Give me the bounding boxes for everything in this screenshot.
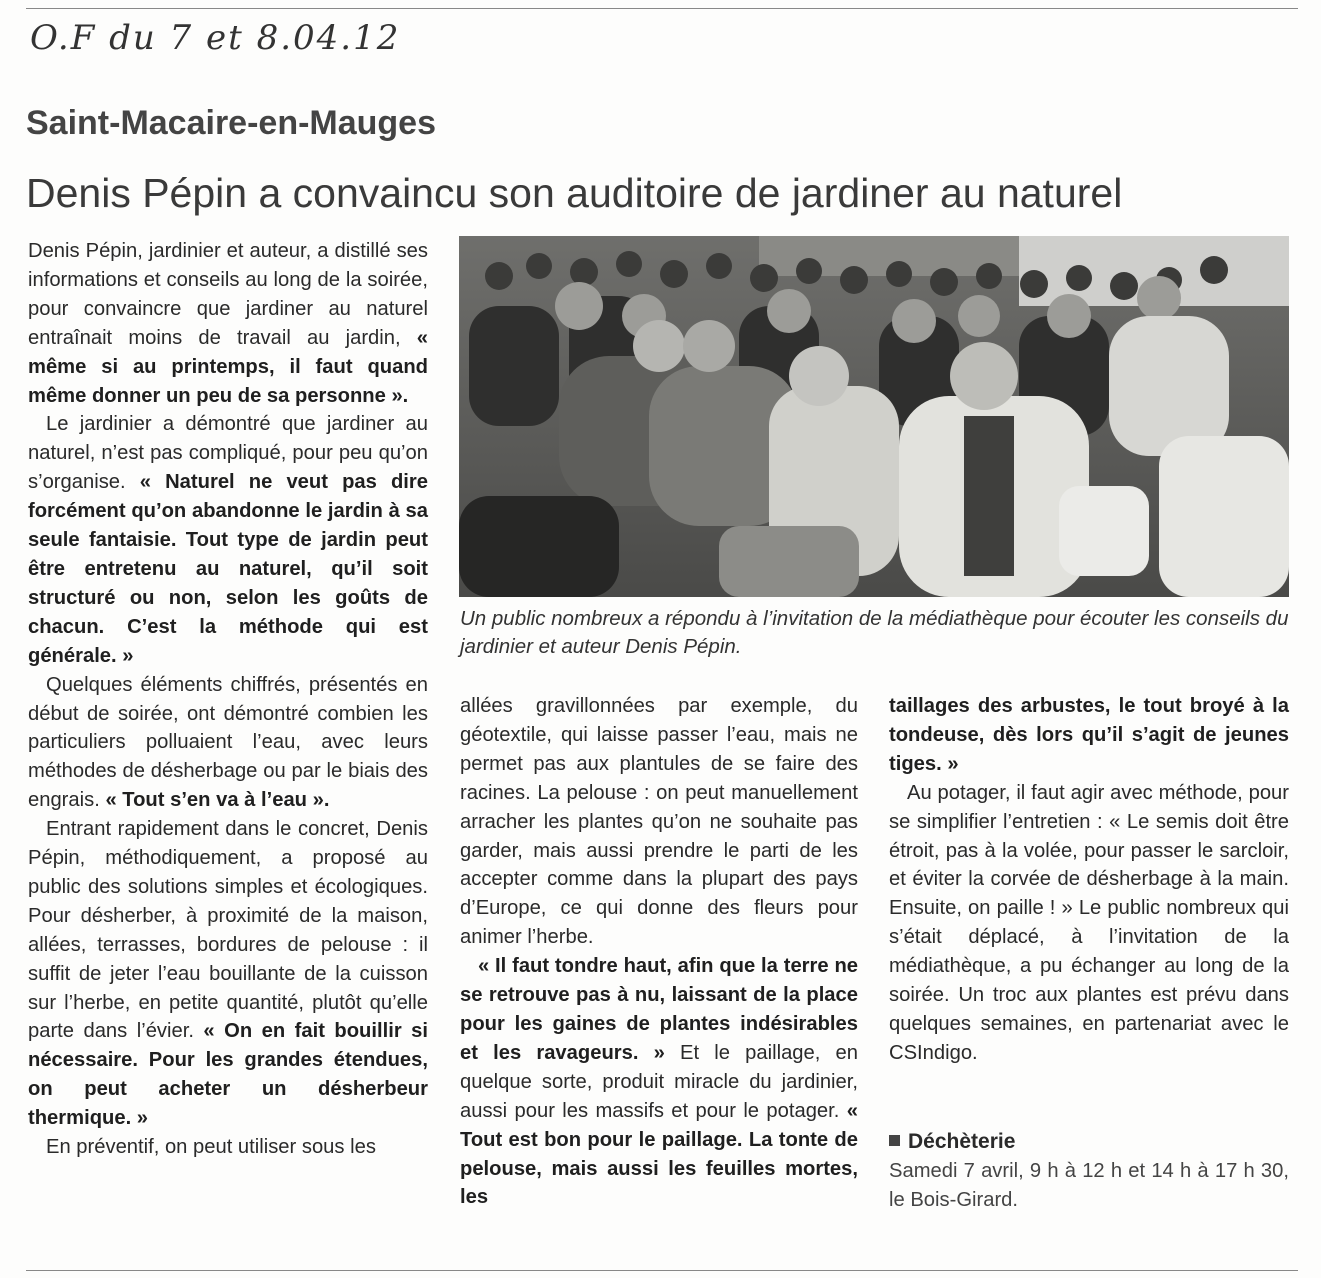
audience-photo	[459, 236, 1289, 597]
article-column-1	[28, 237, 428, 1162]
info-box-text: Samedi 7 avril, 9 h à 12 h et 14 h à 17 h 30, le Bois-Girard.	[889, 1159, 1289, 1211]
info-box-title: Déchèterie	[889, 1128, 1289, 1157]
photo-caption: Un public nombreux a répondu à l’invitation de la médiathèque pour écouter les conseils du jardinier et auteur Denis Pépin.	[460, 607, 1289, 658]
paragraph: Quelques éléments chiffrés, présentés en début de soirée, ont démontré combien les particuliers polluaient l’eau, avec leurs méthodes de désherbage ou par le biais des engrais. « Tout s’en va à l’eau ».	[28, 673, 428, 812]
paragraph: Entrant rapidement dans le concret, Denis Pépin, méthodiquement, a proposé au public des solutions simples et écologiques. Pour désherber, à proximité de la maison, allées, terrasses, bordures de pelouse : il suffit de jeter l’eau bouillante de la cuisson sur l’herbe, en petite quantité, plutôt qu’elle parte dans l’évier. « On en fait bouillir si nécessaire. Pour les grandes étendues, on peut acheter un désherbeur thermique. »	[28, 818, 428, 1130]
paragraph: allées gravillonnées par exemple, du géotextile, qui laisse passer l’eau, mais ne permet pas aux plantules de se faire des racines. La pelouse : on peut manuellement arracher les plantes qu’on ne souhaite pas garder, mais aussi prendre le parti de les accepter comme dans la plupart des pays d’Europe, ce qui donne des fleurs pour animer l’herbe.	[460, 695, 858, 949]
paragraph: Denis Pépin, jardinier et auteur, a distillé ses informations et conseils au long de la soirée, pour convaincre que jardiner au naturel entraînait moins de travail au jardin, « même si au printemps, il faut quand même donner un peu de sa personne ».	[28, 240, 428, 407]
paragraph: Au potager, il faut agir avec méthode, pour se simplifier l’entretien : « Le semis doit être étroit, pas à la volée, pour passer le sarcloir, et éviter la corvée de désherbage à la main. Ensuite, on paille ! » Le public nombreux qui s’était déplacé, à l’invitation de la médiathèque, a pu échanger au long de la soirée. Un troc aux plantes est prévu dans quelques semaines, en partenariat avec le CSIndigo.	[889, 781, 1289, 1064]
locality-heading: Saint-Macaire-en-Mauges	[26, 104, 436, 142]
paragraph: « Il faut tondre haut, afin que la terre ne se retrouve pas à nu, laissant de la place pour les gaines de plantes indésirables et les ravageurs. » Et le paillage, en quelque sorte, produit miracle du jardinier, aussi pour les massifs et pour le potager. « Tout est bon pour le paillage. La tonte de pelouse, mais aussi les feuilles mortes, les	[460, 955, 858, 1209]
paragraph: taillages des arbustes, le tout broyé à la tondeuse, dès lors qu’il s’agit de jeunes tiges. »	[889, 695, 1289, 775]
bottom-rule	[26, 1270, 1298, 1271]
bullet-square-icon	[889, 1135, 900, 1146]
article-column-3	[889, 692, 1289, 1215]
paragraph: Le jardinier a démontré que jardiner au naturel, n’est pas compliqué, pour peu qu’on s’organise. « Naturel ne veut pas dire forcément qu’on abandonne le jardin à sa seule fantaisie. Tout type de jardin peut être entretenu au naturel, qu’il soit structuré ou non, selon les goûts de chacun. C’est la méthode qui est générale. »	[28, 413, 429, 667]
article-headline: Denis Pépin a convaincu son auditoire de jardiner au naturel	[26, 170, 1123, 216]
top-rule	[26, 8, 1298, 9]
article-column-2	[460, 692, 858, 1212]
audience-photo-illustration	[459, 236, 1289, 597]
paragraph: En préventif, on peut utiliser sous les	[46, 1136, 376, 1159]
handwritten-source-note: O.F du 7 et 8.04.12	[30, 18, 401, 58]
